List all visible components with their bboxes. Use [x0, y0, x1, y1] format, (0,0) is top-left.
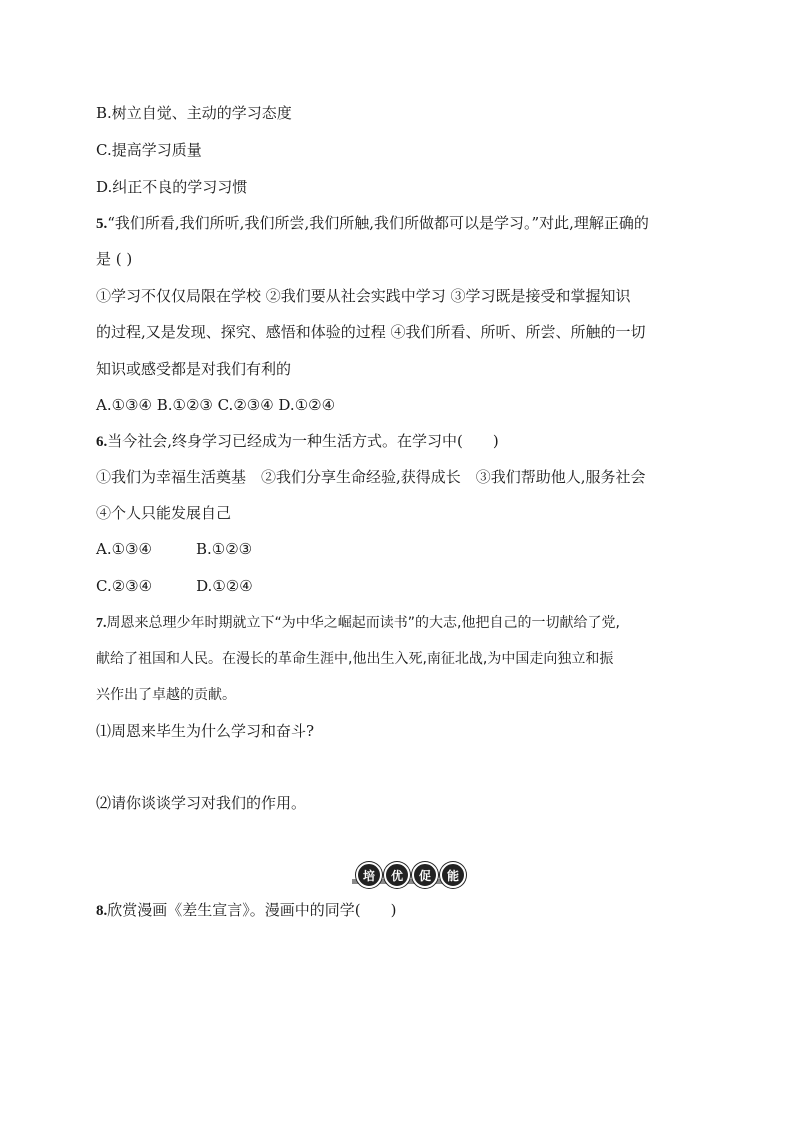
option-c: C.②③④	[96, 577, 153, 595]
section-badge	[352, 862, 458, 888]
question-5-stem	[96, 213, 649, 234]
badge-char: 能	[440, 862, 466, 888]
badge-characters	[356, 862, 466, 888]
question-7-sub-1: ⑴周恩来毕生为什么学习和奋斗?	[96, 722, 315, 740]
question-text: 周恩来总理少年时期就立下“为中华之崛起而读书”的大志,他把自己的一切献给了党,	[106, 615, 620, 631]
badge-char: 促	[412, 862, 438, 888]
question-number: 6.	[96, 434, 108, 450]
question-6-items-1: ①我们为幸福生活奠基 ②我们分享生命经验,获得成长 ③我们帮助他人,服务社会	[96, 468, 646, 486]
question-5-options: A.①③④ B.①②③ C.②③④ D.①②④	[96, 396, 336, 414]
option-a: A.①③④	[96, 540, 152, 558]
option-b: B.树立自觉、主动的学习态度	[96, 104, 292, 122]
option-d: D.纠正不良的学习习惯	[96, 178, 248, 196]
question-6-stem	[96, 431, 499, 452]
question-number: 5.	[96, 216, 108, 232]
question-number: 8.	[96, 903, 108, 919]
question-7-line-1	[96, 613, 620, 634]
question-5-items-3: 知识或感受都是对我们有利的	[96, 360, 292, 378]
question-7-line-2: 献给了祖国和人民。在漫长的革命生涯中,他出生入死,南征北战,为中国走向独立和振	[96, 651, 614, 667]
option-c: C.提高学习质量	[96, 141, 202, 159]
question-8-stem	[96, 900, 396, 921]
question-7-line-3: 兴作出了卓越的贡献。	[96, 687, 236, 703]
question-5-items-1: ①学习不仅仅局限在学校 ②我们要从社会实践中学习 ③学习既是接受和掌握知识	[96, 287, 631, 305]
question-6-options-row-1	[96, 539, 252, 559]
question-6-options-row-2	[96, 576, 253, 596]
option-b: B.①②③	[195, 540, 253, 558]
question-5-items-2: 的过程,又是发现、探究、感悟和体验的过程 ④我们所看、所听、所尝、所触的一切	[96, 323, 646, 341]
question-7-sub-2: ⑵请你谈谈学习对我们的作用。	[96, 794, 307, 812]
option-d: D.①②④	[196, 577, 253, 595]
badge-char: 优	[384, 862, 410, 888]
question-text: 当今社会,终身学习已经成为一种生活方式。在学习中( )	[107, 432, 499, 450]
badge-char: 培	[356, 862, 382, 888]
question-6-items-2: ④个人只能发展自己	[96, 504, 232, 522]
question-text: 欣赏漫画《差生宣言》。漫画中的同学( )	[107, 901, 397, 919]
question-text: “我们所看,我们所听,我们所尝,我们所触,我们所做都可以是学习。”对此,理解正确的	[107, 214, 649, 232]
question-5-stem-cont: 是 ( )	[96, 250, 133, 268]
question-number: 7.	[96, 616, 107, 631]
